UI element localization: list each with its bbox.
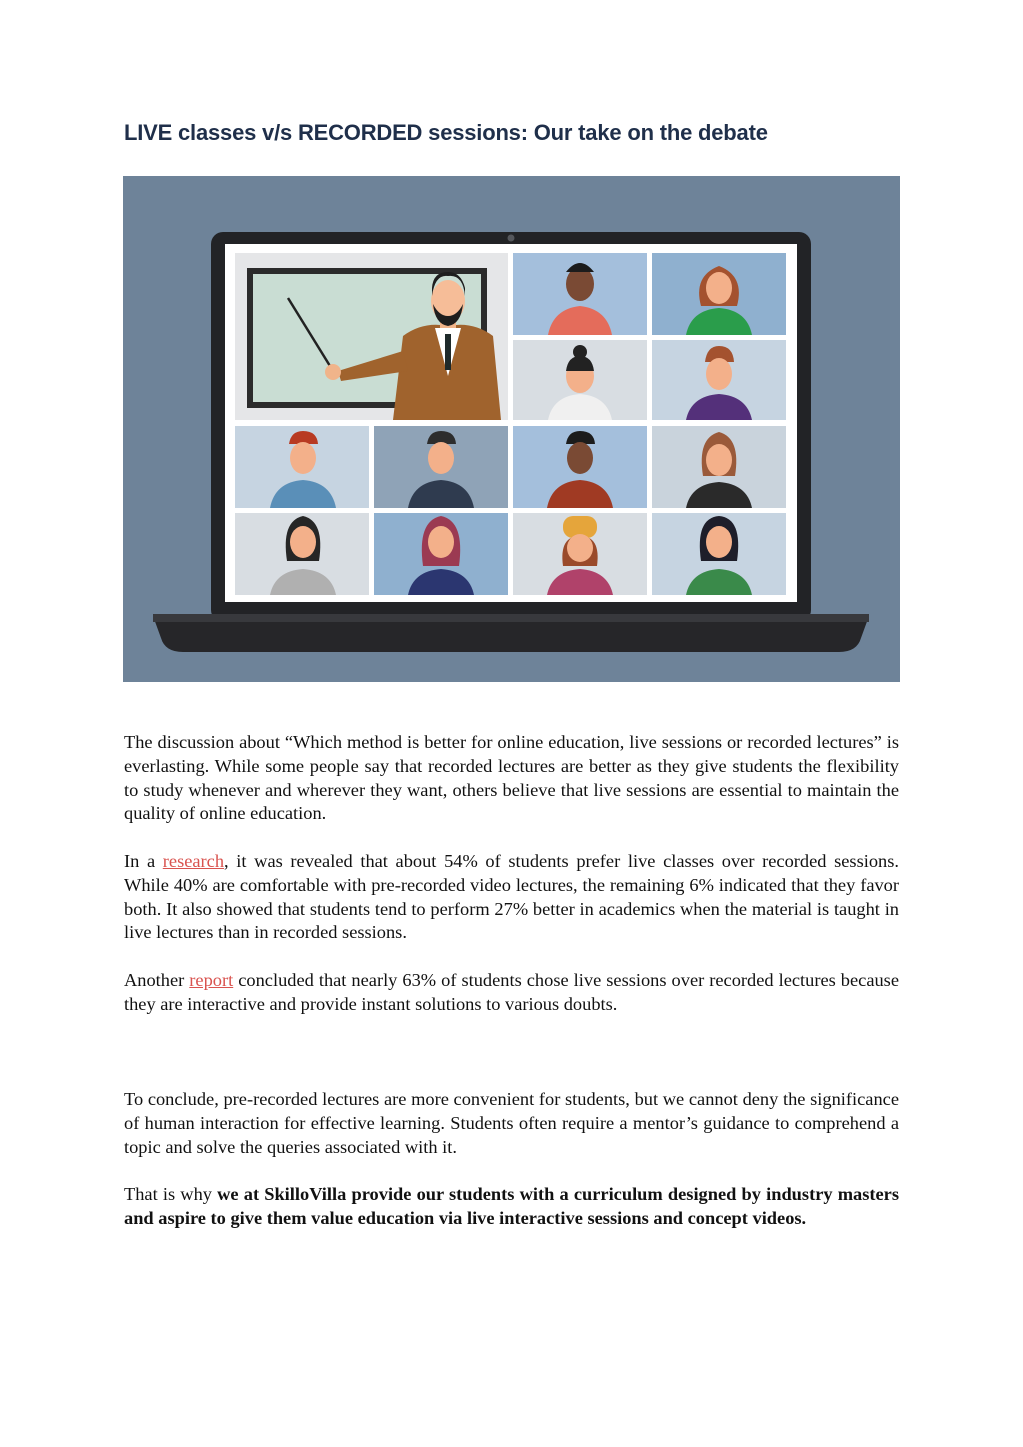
paragraph-closing-bold: we at SkilloVilla provide our students with a curriculum designed by industry masters and aspire to give them value education via live interactive sessions and concept videos.: [124, 1184, 899, 1228]
paragraph-report: [124, 969, 899, 1017]
paragraph-closing-lead: That is why: [124, 1184, 218, 1204]
hero-illustration: [123, 176, 900, 682]
paragraph-conclusion: To conclude, pre-recorded lectures are more convenient for students, but we cannot deny the significance of human interaction for effective learning. Students often require a mentor’s guidance to comprehend a topic and solve the queries associated with it.: [124, 1089, 899, 1157]
paragraph-closing: [124, 1183, 899, 1231]
paragraph-research-lead: In a: [124, 851, 163, 871]
paragraph-report-rest: concluded that nearly 63% of students chose live sessions over recorded lectures because they are interactive and provide instant solutions to various doubts.: [124, 970, 899, 1014]
paragraph-research: [124, 850, 899, 945]
paragraph-report-lead: Another: [124, 970, 190, 990]
webcam-icon: [508, 235, 515, 242]
teacher-tile: [235, 253, 508, 420]
research-link[interactable]: research: [162, 851, 225, 871]
paragraph-intro: The discussion about “Which method is better for online education, live sessions or recorded lectures” is everlasting. While some people say that recorded lectures are better as they give students the flexibility to study whenever and wherever they want, others believe that live sessions are essential to maintain the quality of online education.: [124, 732, 899, 824]
paragraph-research-rest: , it was revealed that about 54% of students prefer live classes over recorded sessions. While 40% are comfortable with pre-recorded video lectures, the remaining 6% indicated that they favor both. It also showed that students tend to perform 27% better in academics when the material is taught in live lectures than in recorded sessions.: [124, 851, 899, 943]
article-title: LIVE classes v/s RECORDED sessions: Our take on the debate: [124, 120, 768, 145]
report-link[interactable]: report: [189, 970, 234, 990]
